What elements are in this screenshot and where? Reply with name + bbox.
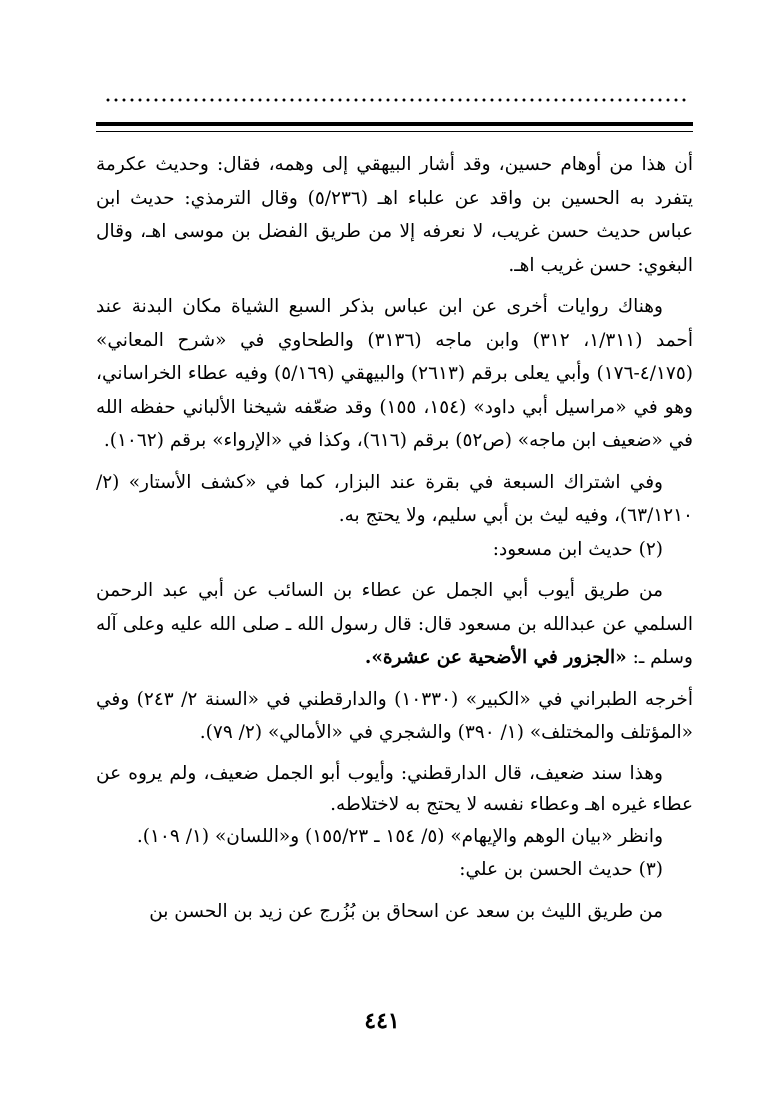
- page-body: [96, 148, 693, 928]
- page-number: ٤٤١: [364, 1008, 400, 1034]
- header-rule-thick: [96, 122, 693, 126]
- paragraph-6: أخرجه الطبراني في «الكبير» (١٠٣٣٠) والدارقطني في «السنة ٢/ ٢٤٣) وفي «المؤتلف والمختلف» (١/ ٣٩٠) والشجري في «الأمالي» (٢/ ٧٩).: [96, 688, 693, 743]
- paragraph-separator: [96, 678, 693, 679]
- section-heading-ibn-masud: (٢) حديث ابن مسعود:: [492, 538, 663, 560]
- paragraph-2: وهناك روايات أخرى عن ابن عباس بذكر السبع الشياة مكان البدنة عند أحمد (١/٣١١، ٣١٢) وابن ماجه (٣١٣٦) والطحاوي في «شرح المعاني» (٤/١٧٥-١٧٦) وأبي يعلى برقم (٢٦١٣) والبيهقي (٥/١٦٩) وفيه عطاء الخراساني، وهو في «مراسيل أبي داود» (١٥٤، ١٥٥) وقد ضعّفه شيخنا الألباني حفظه الله في «ضعيف ابن ماجه» (ص٥٢) برقم (٦١٦)، وكذا في «الإرواء» برقم (١٠٦٢).: [96, 296, 693, 451]
- paragraph-separator: [96, 753, 693, 754]
- paragraph-1: أن هذا من أوهام حسين، وقد أشار البيهقي إلى وهمه، فقال: وحديث عكرمة يتفرد به الحسين بن واقد عن علباء اهـ (٥/٢٣٦) وقال الترمذي: حديث ابن عباس حديث حسن غريب، لا نعرفه إلا من طريق الفضل بن موسى اهـ، وقال البغوي: حسن غريب اهـ.: [96, 154, 693, 276]
- section-heading-hasan-bin-ali: (٣) حديث الحسن بن علي:: [459, 859, 663, 880]
- paragraph-7: وهذا سند ضعيف، قال الدارقطني: وأيوب أبو الجمل ضعيف، ولم يروه عن عطاء غيره اهـ وعطاء نفسه لا يحتج به لاختلاطه.: [96, 762, 693, 815]
- header-rule-thin: [96, 131, 693, 132]
- paragraph-5: [96, 574, 693, 675]
- paragraph-3: وفي اشتراك السبعة في بقرة عند البزار، كما في «كشف الأستار» (٢/ ٦٣/١٢١٠)، وفيه ليث بن أبي سليم، ولا يحتج به.: [96, 471, 693, 526]
- paragraph-10: من طريق الليث بن سعد عن اسحاق بن بُزُرج عن زيد بن الحسن بن: [149, 900, 663, 922]
- hadith-quote: «الجزور في الأضحية عن عشرة».: [364, 647, 627, 668]
- paragraph-8: وانظر «بيان الوهم والإيهام» (٥/ ١٥٤ ـ ١٥٥/٢٣) و«اللسان» (١/ ١٠٩).: [136, 825, 663, 847]
- paragraph-separator: [96, 890, 693, 891]
- paragraph-separator: [96, 285, 693, 286]
- dotted-header-line: [104, 98, 689, 102]
- paragraph-5-text: من طريق أيوب أبي الجمل عن عطاء بن السائب عن أبي عبد الرحمن السلمي عن عبدالله بن مسعود قال: قال رسول الله ـ صلى الله عليه وعلى آله وسلم ـ:: [96, 580, 693, 668]
- paragraph-separator: [96, 569, 693, 570]
- paragraph-separator: [96, 461, 693, 462]
